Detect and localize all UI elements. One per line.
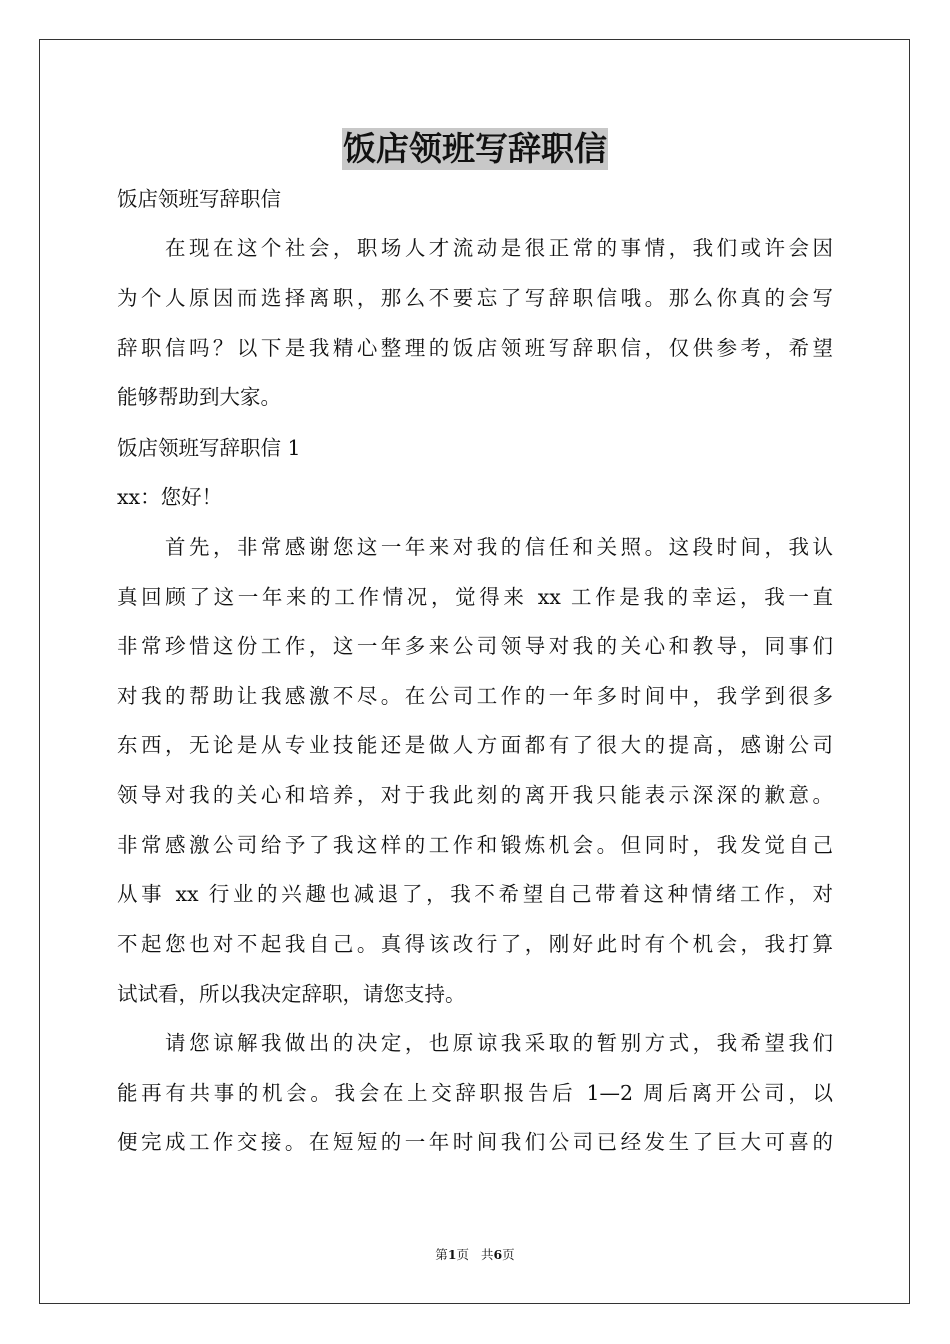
footer-total-pages: 6	[493, 1247, 503, 1262]
footer-total-prefix: 共	[480, 1247, 494, 1262]
body-line: 对我的帮助让我感激不尽。在公司工作的一年多时间中，我学到很多	[117, 684, 833, 708]
body-line: 便完成工作交接。在短短的一年时间我们公司已经发生了巨大可喜的	[117, 1130, 833, 1154]
body-line: xx：您好！	[117, 485, 223, 509]
body-line: 不起您也对不起我自己。真得该改行了，刚好此时有个机会，我打算	[117, 932, 833, 956]
footer-total-suffix: 页	[502, 1247, 515, 1262]
body-line: 试试看，所以我决定辞职，请您支持。	[117, 982, 466, 1006]
body-line: 东西，无论是从专业技能还是做人方面都有了很大的提高，感谢公司	[117, 733, 833, 757]
body-line: 能够帮助到大家。	[117, 385, 281, 409]
body-line: 首先，非常感谢您这一年来对我的信任和关照。这段时间，我认	[165, 535, 833, 559]
body-line: 非常感激公司给予了我这样的工作和锻炼机会。但同时，我发觉自己	[117, 833, 833, 857]
body-line: 非常珍惜这份工作，这一年多来公司领导对我的关心和教导，同事们	[117, 634, 833, 658]
body-line: 请您谅解我做出的决定，也原谅我采取的暂别方式，我希望我们	[165, 1031, 833, 1055]
body-line: 饭店领班写辞职信	[117, 187, 281, 211]
footer-prefix: 第	[435, 1247, 448, 1262]
body-line: 饭店领班写辞职信 1	[117, 436, 301, 460]
body-line: 辞职信吗？以下是我精心整理的饭店领班写辞职信，仅供参考，希望	[117, 336, 833, 360]
body-line: 真回顾了这一年来的工作情况，觉得来 xx 工作是我的幸运，我一直	[117, 585, 833, 609]
footer-page-suffix: 页	[456, 1247, 470, 1262]
document-title: 饭店领班写辞职信	[343, 129, 607, 168]
page-border	[39, 39, 910, 1304]
footer-page-number: 1	[447, 1247, 457, 1262]
body-line: 领导对我的关心和培养，对于我此刻的离开我只能表示深深的歉意。	[117, 783, 833, 807]
body-line: 在现在这个社会，职场人才流动是很正常的事情，我们或许会因	[165, 236, 833, 260]
page-footer	[0, 1247, 950, 1263]
body-line: 能再有共事的机会。我会在上交辞职报告后 1—2 周后离开公司，以	[117, 1081, 833, 1105]
title-container	[0, 128, 950, 170]
body-line: 为个人原因而选择离职，那么不要忘了写辞职信哦。那么你真的会写	[117, 286, 833, 310]
body-line: 从事 xx 行业的兴趣也减退了，我不希望自己带着这种情绪工作，对	[117, 882, 833, 906]
